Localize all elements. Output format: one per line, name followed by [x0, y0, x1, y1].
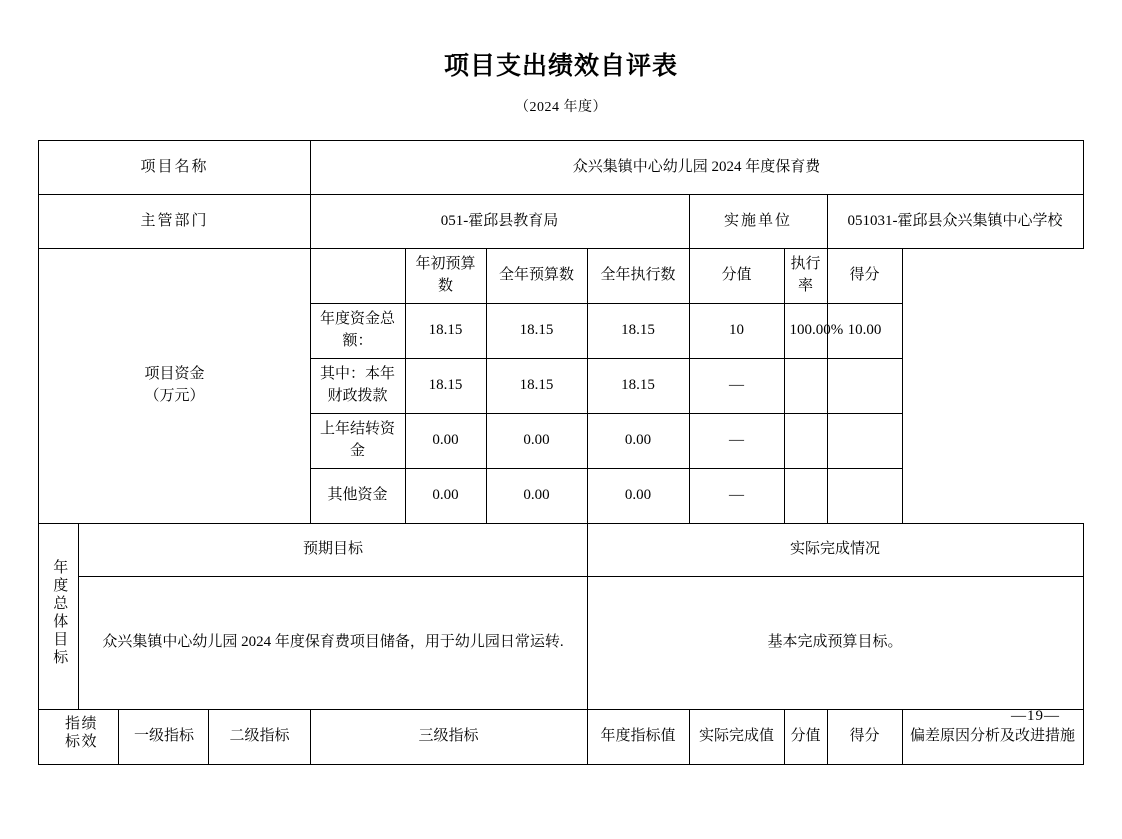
funds-row-score-weight: 10 [689, 304, 784, 359]
funds-row-score [827, 414, 902, 469]
indicator-label-text: 绩效指标 [62, 715, 96, 752]
actual-goal-text: 基本完成预算目标。 [587, 577, 1083, 710]
annual-goal-label-text: 年度总体目标 [51, 558, 68, 667]
funds-header-execution-rate: 执行率 [784, 249, 827, 304]
indicator-label [39, 710, 119, 765]
funds-header-annual-budget: 全年预算数 [486, 249, 587, 304]
funds-header-annual-executed: 全年执行数 [587, 249, 689, 304]
funds-row-annual-executed: 18.15 [587, 304, 689, 359]
indicator-header-level3: 三级指标 [310, 710, 587, 765]
document-page [0, 46, 1122, 839]
funds-row-annual-executed: 18.15 [587, 359, 689, 414]
funds-row-score [827, 359, 902, 414]
funds-row-annual-executed: 0.00 [587, 469, 689, 524]
expected-goal-text: 众兴集镇中心幼儿园 2024 年度保育费项目储备，用于幼儿园日常运转. [79, 577, 587, 710]
funds-row-annual-budget: 0.00 [486, 469, 587, 524]
funds-row-score [827, 469, 902, 524]
unit-value: 051031-霍邱县众兴集镇中心学校 [827, 195, 1083, 249]
funds-row-score: 10.00 [827, 304, 902, 359]
funds-header-score: 得分 [827, 249, 902, 304]
funds-row-execution-rate: 100.00% [784, 304, 827, 359]
funds-row-initial-budget: 18.15 [405, 359, 486, 414]
indicator-header-score: 得分 [827, 710, 902, 765]
funds-row-annual-budget: 0.00 [486, 414, 587, 469]
funds-header-blank [310, 249, 405, 304]
funds-header-initial-budget: 年初预算数 [405, 249, 486, 304]
funds-row-score-weight: — [689, 469, 784, 524]
page-title: 项目支出绩效自评表 [443, 53, 678, 80]
funds-row-score-weight: — [689, 414, 784, 469]
funds-row-label: 其中：本年财政拨款 [310, 359, 405, 414]
performance-evaluation-table [38, 140, 1083, 765]
page-subtitle: （2024 年度） [515, 100, 607, 115]
indicator-header-level1: 一级指标 [119, 710, 209, 765]
indicator-header-score-weight: 分值 [784, 710, 827, 765]
funds-row-score-weight: — [689, 359, 784, 414]
funds-row-label: 上年结转资金 [310, 414, 405, 469]
funds-row-annual-budget: 18.15 [486, 359, 587, 414]
actual-goal-header: 实际完成情况 [587, 524, 1083, 577]
funds-label [39, 249, 310, 524]
funds-row-initial-budget: 0.00 [405, 414, 486, 469]
project-name-value: 众兴集镇中心幼儿园 2024 年度保育费 [310, 141, 1083, 195]
table-row-goal-header [39, 524, 1083, 577]
funds-row-initial-budget: 18.15 [405, 304, 486, 359]
table-row-project-name [39, 141, 1083, 195]
funds-row-annual-budget: 18.15 [486, 304, 587, 359]
funds-row-initial-budget: 0.00 [405, 469, 486, 524]
funds-row-execution-rate [784, 469, 827, 524]
department-label: 主管部门 [39, 195, 310, 249]
funds-row-execution-rate [784, 414, 827, 469]
table-row-indicator-header [39, 710, 1083, 765]
funds-row-label: 其他资金 [310, 469, 405, 524]
funds-row-label: 年度资金总额： [310, 304, 405, 359]
page-number: —19— [1011, 708, 1060, 724]
table-row-department [39, 195, 1083, 249]
indicator-header-level2: 二级指标 [209, 710, 310, 765]
table-row-funds-header [39, 249, 1083, 304]
funds-row-annual-executed: 0.00 [587, 414, 689, 469]
annual-goal-label [39, 524, 79, 710]
project-name-label: 项目名称 [39, 141, 310, 195]
funds-label-line1: 项目资金 [144, 366, 205, 383]
indicator-header-deviation: 偏差原因分析及改进措施 [902, 710, 1083, 765]
table-row-goal-body [39, 577, 1083, 710]
funds-label-line2: （万元） [144, 388, 205, 404]
funds-row-execution-rate [784, 359, 827, 414]
indicator-header-actual-value: 实际完成值 [689, 710, 784, 765]
unit-label: 实施单位 [689, 195, 827, 249]
expected-goal-header: 预期目标 [79, 524, 587, 577]
department-value: 051-霍邱县教育局 [310, 195, 689, 249]
funds-header-score-weight: 分值 [689, 249, 784, 304]
indicator-header-annual-value: 年度指标值 [587, 710, 689, 765]
